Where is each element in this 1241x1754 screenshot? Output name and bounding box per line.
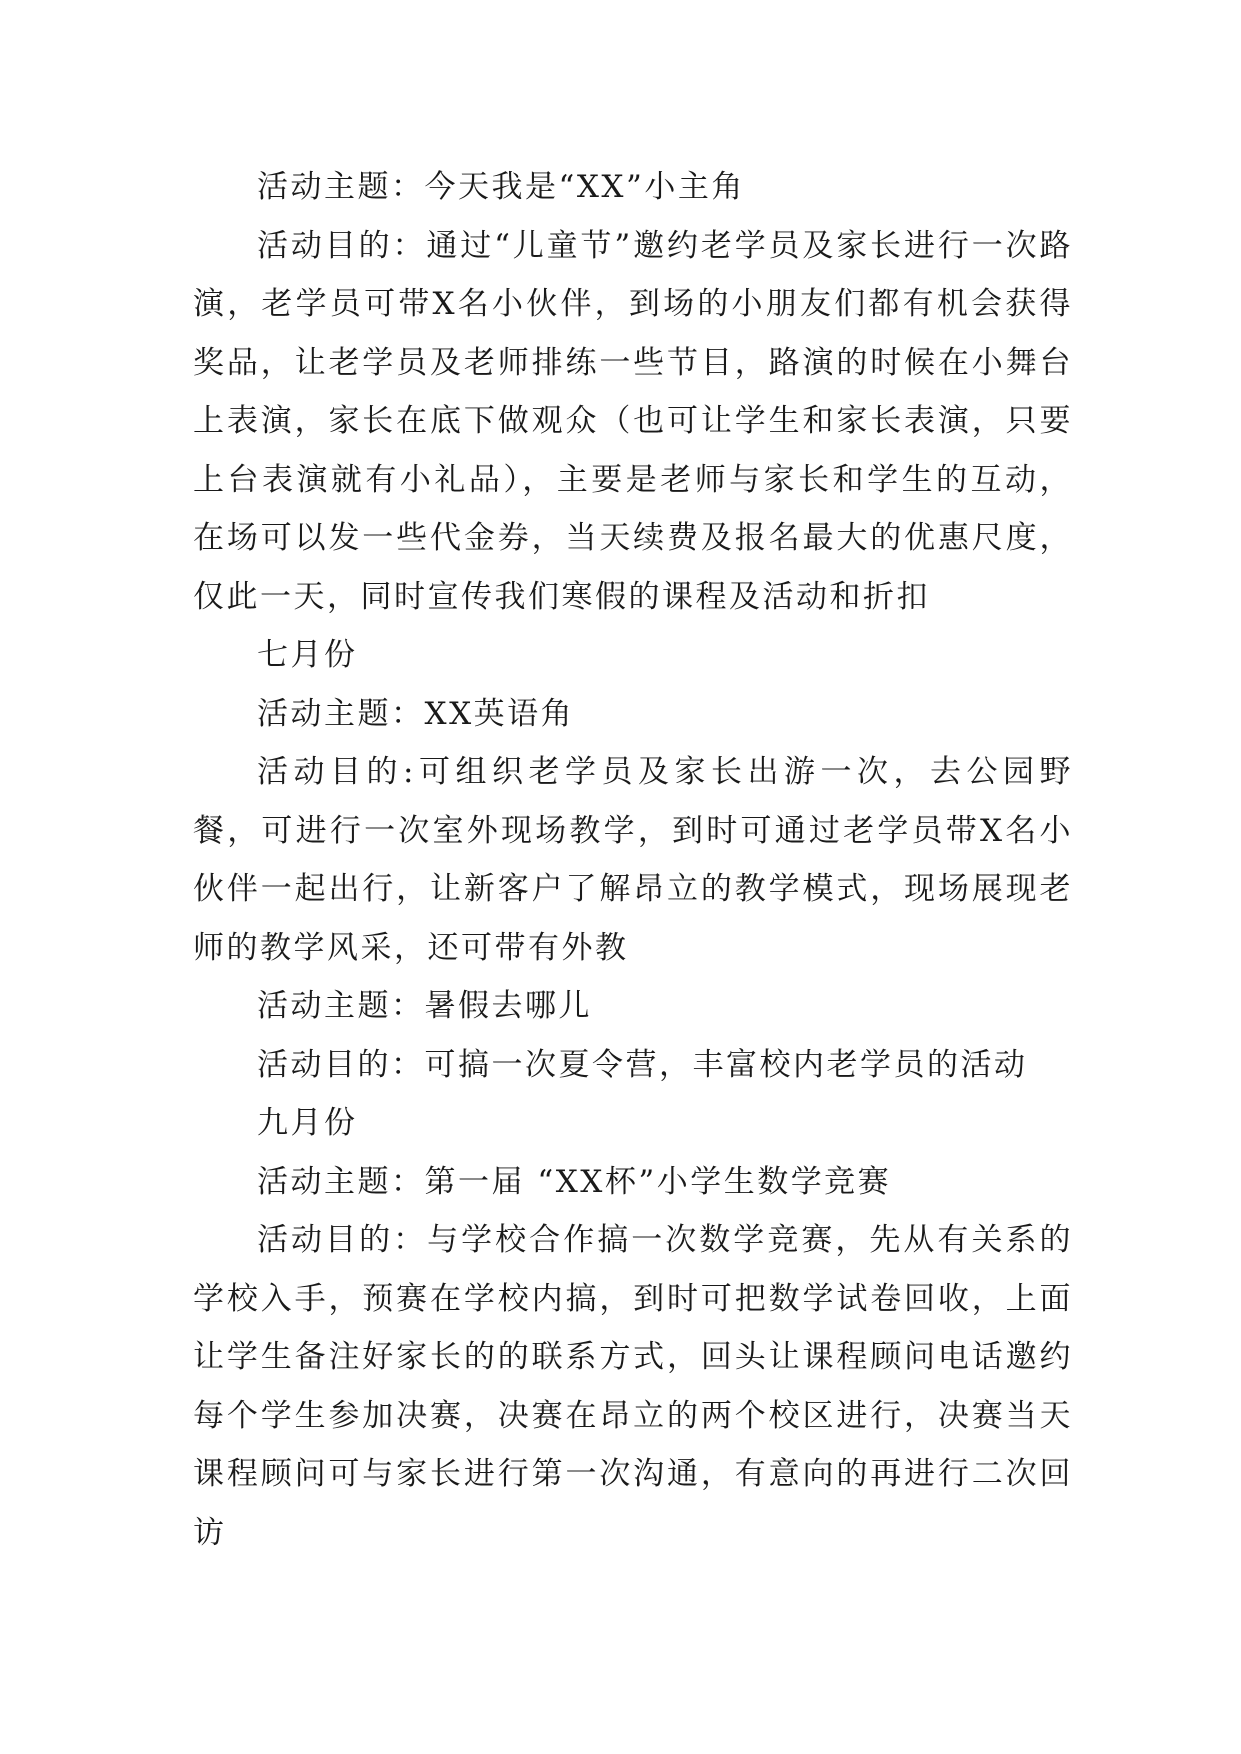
paragraph-june-purpose: 活动目的：通过“儿童节”邀约老学员及家长进行一次路演，老学员可带X名小伙伴，到场的小朋友们都有机会获得奖品，让老学员及老师排练一些节目，路演的时候在小舞台上表演，家长在底下做观众（也可让学生和家长表演，只要上台表演就有小礼品），主要是老师与家长和学生的互动，在场可以发一些代金券，当天续费及报名最大的优惠尺度，仅此一天，同时宣传我们寒假的课程及活动和折扣 — [193, 227, 1073, 615]
paragraph-july-theme-1: 活动主题：XX英语角 — [257, 695, 575, 732]
section-heading-july: 七月份 — [257, 637, 358, 673]
paragraph-june-theme: 活动主题：今天我是“XX”小主角 — [257, 169, 745, 205]
section-heading-september: 九月份 — [257, 1105, 358, 1141]
paragraph-september-purpose: 活动目的：与学校合作搞一次数学竞赛，先从有关系的学校入手，预赛在学校内搞，到时可把数学试卷回收，上面让学生备注好家长的的联系方式，回头让课程顾问电话邀约每个学生参加决赛，决赛在昂立的两个校区进行，决赛当天课程顾问可与家长进行第一次沟通，有意向的再进行二次回访 — [193, 1222, 1073, 1551]
paragraph-july-purpose-1: 活动目的:可组织老学员及家长出游一次，去公园野餐，可进行一次室外现场教学，到时可通过老学员带X名小伙伴一起出行，让新客户了解昂立的教学模式，现场展现老师的教学风采，还可带有外教 — [193, 754, 1073, 966]
paragraph-july-theme-2: 活动主题：暑假去哪儿 — [257, 988, 592, 1024]
paragraph-september-theme: 活动主题：第一届 “XX杯”小学生数学竞赛 — [257, 1163, 892, 1200]
paragraph-july-purpose-2: 活动目的：可搞一次夏令营，丰富校内老学员的活动 — [257, 1046, 1028, 1083]
document-body — [193, 158, 1073, 1562]
